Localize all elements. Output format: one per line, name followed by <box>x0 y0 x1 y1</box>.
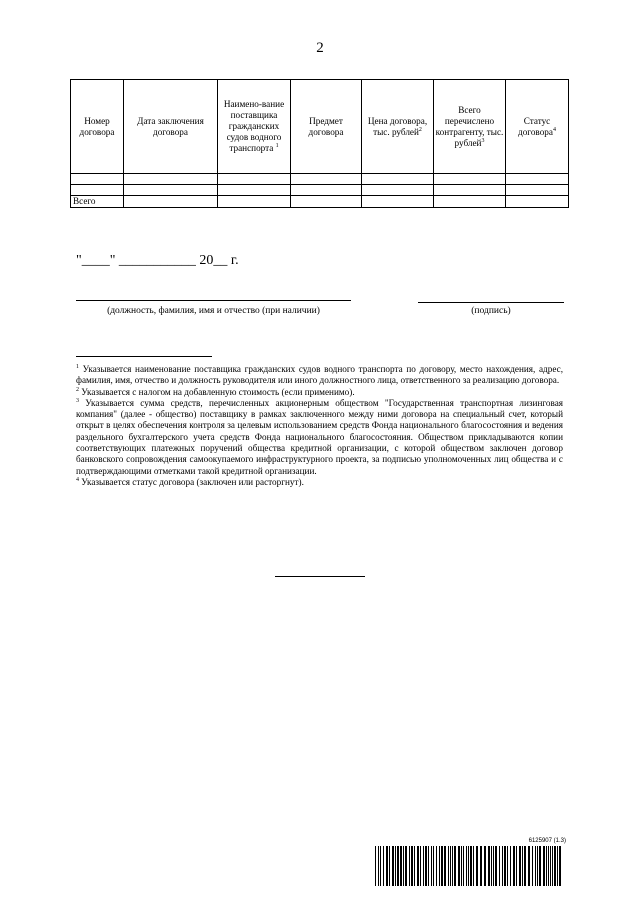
header-contract-number: Номер договора <box>71 80 124 174</box>
footnotes <box>76 364 563 488</box>
table-cell <box>124 196 218 208</box>
table-row <box>71 174 569 185</box>
header-contract-status: Статус договора$^4$ <box>506 80 569 174</box>
table-cell <box>362 174 434 185</box>
table-cell <box>291 174 362 185</box>
table-cell <box>218 196 291 208</box>
footnote-separator <box>76 356 212 357</box>
contracts-table <box>70 79 569 208</box>
total-label: Всего <box>71 196 124 208</box>
table-cell <box>71 185 124 196</box>
table-total-row <box>71 196 569 208</box>
header-total-transferred: Всего перечислено контрагенту, тыс. рублей$^3$ <box>434 80 506 174</box>
footnote-1: $^1$ Указывается наименование поставщика гражданских судов водного транспорта по договору, место нахождения, адрес, фамилия, имя, отчество и должность руководителя или иного должностного лица, ответственного за реализацию договора. <box>76 363 563 386</box>
table-cell <box>434 196 506 208</box>
table-cell <box>291 196 362 208</box>
end-rule <box>275 576 365 577</box>
header-contract-date: Дата заключения договора <box>124 80 218 174</box>
position-name-line <box>76 300 351 301</box>
table-cell <box>434 174 506 185</box>
table-cell <box>362 185 434 196</box>
table-cell <box>506 174 569 185</box>
signature-line <box>418 302 564 303</box>
document-code: 6125907 (1.3) <box>528 838 566 844</box>
header-contract-subject: Предмет договора <box>291 80 362 174</box>
table-header-row <box>71 80 569 174</box>
table-cell <box>434 185 506 196</box>
footnote-2: $^2$ Указывается с налогом на добавленную стоимость (если применимо). <box>76 386 355 397</box>
date-line: "____" ___________ 20__ г. <box>76 253 239 268</box>
signature-caption: (подпись) <box>471 306 511 316</box>
position-name-caption: (должность, фамилия, имя и отчество (при наличии) <box>107 306 320 316</box>
table-cell <box>291 185 362 196</box>
table-cell <box>218 174 291 185</box>
header-supplier-name: Наимено-вание поставщика гражданских судов водного транспорта $^1$ <box>218 80 291 174</box>
footnote-3: $^3$ Указывается сумма средств, перечисленных акционерным обществом "Государственная транспортная лизинговая компания" (далее - общество) поставщику в рамках заключенного между ними договора на специальный счет, который открыт в целях обеспечения контроля за целевым использованием средств Фонда национального благосостояния и ведения раздельного бухгалтерского учета средств Фонда национального благосостояния. Обществом прикладываются копии соответствующих платежных поручений общества кредитной организации, с которой обществом заключен договор банковского сопровождения самоокупаемого инфраструктурного проекта, за подписью уполномоченных лиц общества и с подтверждающими отметками такой кредитной организации. <box>76 397 564 476</box>
table-cell <box>124 185 218 196</box>
table-row <box>71 185 569 196</box>
table-cell <box>506 185 569 196</box>
page-number: 2 <box>316 40 324 56</box>
footnote-4: $^4$ Указывается статус договора (заключен или расторгнут). <box>76 476 304 487</box>
header-contract-price: Цена договора, тыс. рублей$^2$ <box>362 80 434 174</box>
barcode-image <box>375 846 565 886</box>
table-cell <box>218 185 291 196</box>
table-cell <box>71 174 124 185</box>
table-cell <box>506 196 569 208</box>
table-cell <box>362 196 434 208</box>
table-cell <box>124 174 218 185</box>
